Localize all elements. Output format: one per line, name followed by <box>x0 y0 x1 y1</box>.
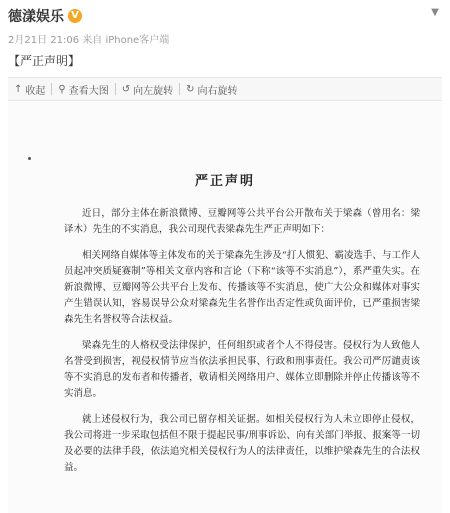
author-name[interactable]: 德漾娱乐 <box>8 9 64 25</box>
chevron-down-icon[interactable]: ▼ <box>431 7 439 18</box>
post-text: 【严正声明】 <box>8 54 81 68</box>
statement-paragraph: 就上述侵权行为，我公司已留存相关证据。如相关侵权行为人未立即停止侵权，我公司将进一步采取包括但不限于提起民事/刑事诉讼、向有关部门举报、报案等一切及必要的法律手段，依法追究相关侵权行为人的法律责任，以维护梁森先生的合法权益。 <box>64 414 420 473</box>
rotate-right-button[interactable] <box>180 78 243 100</box>
rotate-right-label: 向右旋转 <box>197 85 238 97</box>
rotate-left-icon: ↺ <box>121 83 131 95</box>
post-header <box>8 6 442 46</box>
arrow-up-icon: ↑ <box>14 83 23 95</box>
rotate-right-icon: ↻ <box>186 83 195 95</box>
image-toolbar <box>8 77 442 101</box>
scan-mark <box>28 157 31 160</box>
statement-title: 严正声明 <box>194 174 255 189</box>
statement-paragraph: 梁森先生的人格权受法律保护，任何组织或者个人不得侵害。侵权行为人致他人名誉受到损害，视侵权情节应当依法承担民事、行政和刑事责任。我公司严厉谴责该等不实消息的发布者和传播者，敬请相关网络用户、媒体立即删除并停止传播该等不实消息。 <box>64 340 420 399</box>
post-meta: 2月21日 21:06 来自 iPhone客户端 <box>8 35 170 46</box>
verified-badge-icon: V <box>68 9 82 23</box>
rotate-left-button[interactable] <box>116 78 179 100</box>
rotate-left-label: 向左旋转 <box>133 85 174 97</box>
statement-paragraph: 相关网络自媒体等主体发布的关于梁森先生涉及“打人惯犯、霸凌选手、与工作人员起冲突质疑赛制”等相关文章内容和言论（下称“该等不实消息”），系严重失实。在新浪微博、豆瓣网等公共平台上发布、传播该等不实消息，使广大公众和媒体对事实产生错误认知，容易误导公众对梁森先生名誉作出否定性或负面评价，已严重损害梁森先生名誉权等合法权益。 <box>64 250 420 325</box>
author-row <box>8 6 442 26</box>
statement-image[interactable] <box>8 102 442 513</box>
search-icon: ⚲ <box>58 83 66 95</box>
collapse-label: 收起 <box>25 85 46 97</box>
view-large-button[interactable] <box>52 78 114 100</box>
statement-paragraph: 近日，部分主体在新浪微博、豆瓣网等公共平台公开散布关于梁森（曾用名：梁译木）先生的不实消息，我公司现代表梁森先生严正声明如下： <box>64 208 420 235</box>
statement-body <box>64 206 420 486</box>
collapse-button[interactable] <box>8 78 51 100</box>
view-large-label: 查看大图 <box>68 85 109 97</box>
